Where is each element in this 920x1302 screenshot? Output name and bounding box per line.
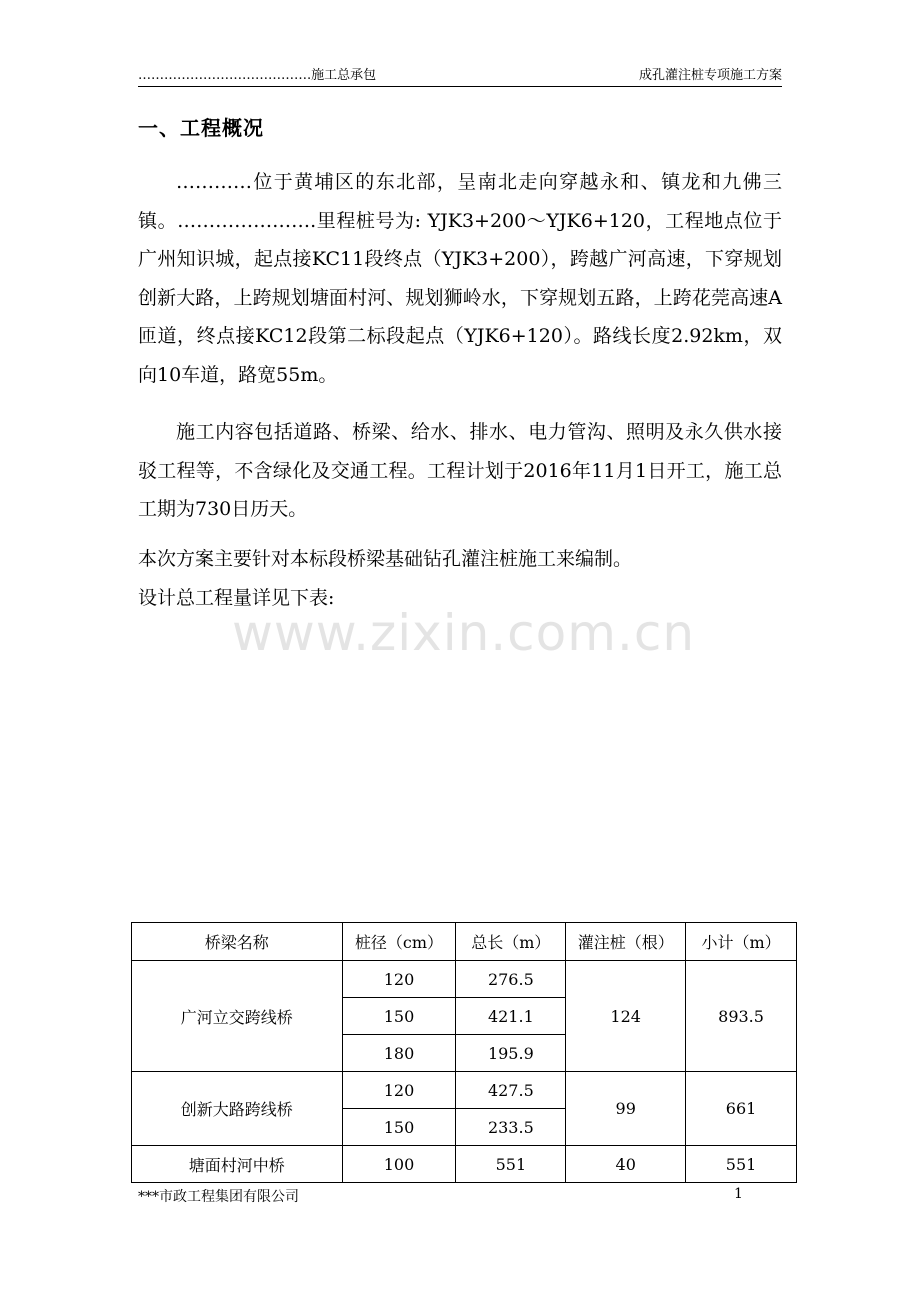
- watermark: www.zixin.com.cn: [232, 604, 696, 662]
- subtotal-cell: 551: [686, 1146, 797, 1183]
- length-cell: 276.5: [456, 961, 566, 998]
- table-intro-paragraph: 设计总工程量详见下表:: [138, 587, 335, 609]
- length-cell: 233.5: [456, 1109, 566, 1146]
- diameter-cell: 120: [342, 1072, 456, 1109]
- header-bridge-name: 桥梁名称: [132, 923, 343, 961]
- subtotal-cell: 893.5: [686, 961, 797, 1072]
- section-title: 一、工程概况: [138, 116, 264, 140]
- header-left-text: ………………………………….施工总承包: [138, 68, 377, 83]
- pile-count-cell: 99: [566, 1072, 686, 1146]
- bridge-name-cell: 创新大路跨线桥: [132, 1072, 343, 1146]
- diameter-cell: 150: [342, 998, 456, 1035]
- header-right-text: 成孔灌注桩专项施工方案: [638, 68, 782, 83]
- length-cell: 421.1: [456, 998, 566, 1035]
- scope-paragraph: 施工内容包括道路、桥梁、给水、排水、电力管沟、照明及永久供水接驳工程等，不含绿化及交通工程。工程计划于2016年11月1日开工，施工总工期为730日历天。: [138, 421, 782, 520]
- header-subtotal: 小计（m）: [686, 923, 797, 961]
- subtotal-cell: 661: [686, 1072, 797, 1146]
- bridge-name-cell: 广河立交跨线桥: [132, 961, 343, 1072]
- length-cell: 427.5: [456, 1072, 566, 1109]
- length-cell: 195.9: [456, 1035, 566, 1072]
- header-pile-count: 灌注桩（根）: [566, 923, 686, 961]
- overview-paragraph: …………位于黄埔区的东北部，呈南北走向穿越永和、镇龙和九佛三镇。………………….里程桩号为: YJK3+200～YJK6+120，工程地点位于广州知识城，起点接KC11段终点（YJK3+200），跨越广河高速，下穿规划创新大路，上跨规划塘面村河、规划狮岭水，下穿规划五路，上跨花莞高速A匝道，终点接KC12段第二标段起点（YJK6+120）。路线长度2.92km，双向10车道，路宽55m。: [138, 171, 782, 386]
- pile-count-cell: 124: [566, 961, 686, 1072]
- header-total-length: 总长（m）: [456, 923, 566, 961]
- diameter-cell: 150: [342, 1109, 456, 1146]
- table-row: [132, 1072, 797, 1109]
- scheme-paragraph: 本次方案主要针对本标段桥梁基础钻孔灌注桩施工来编制。: [138, 548, 633, 570]
- diameter-cell: 180: [342, 1035, 456, 1072]
- page-footer: [138, 1186, 743, 1206]
- length-cell: 551: [456, 1146, 566, 1183]
- header-pile-diameter: 桩径（cm）: [342, 923, 456, 961]
- diameter-cell: 120: [342, 961, 456, 998]
- pile-count-cell: 40: [566, 1146, 686, 1183]
- footer-company: ***市政工程集团有限公司: [138, 1189, 299, 1205]
- page-header: [138, 66, 782, 87]
- table-header-row: [132, 923, 797, 961]
- table-row: [132, 961, 797, 998]
- table-row: [132, 1146, 797, 1183]
- quantity-table: [131, 922, 797, 1183]
- bridge-name-cell: 塘面村河中桥: [132, 1146, 343, 1183]
- page-number: 1: [734, 1186, 743, 1202]
- diameter-cell: 100: [342, 1146, 456, 1183]
